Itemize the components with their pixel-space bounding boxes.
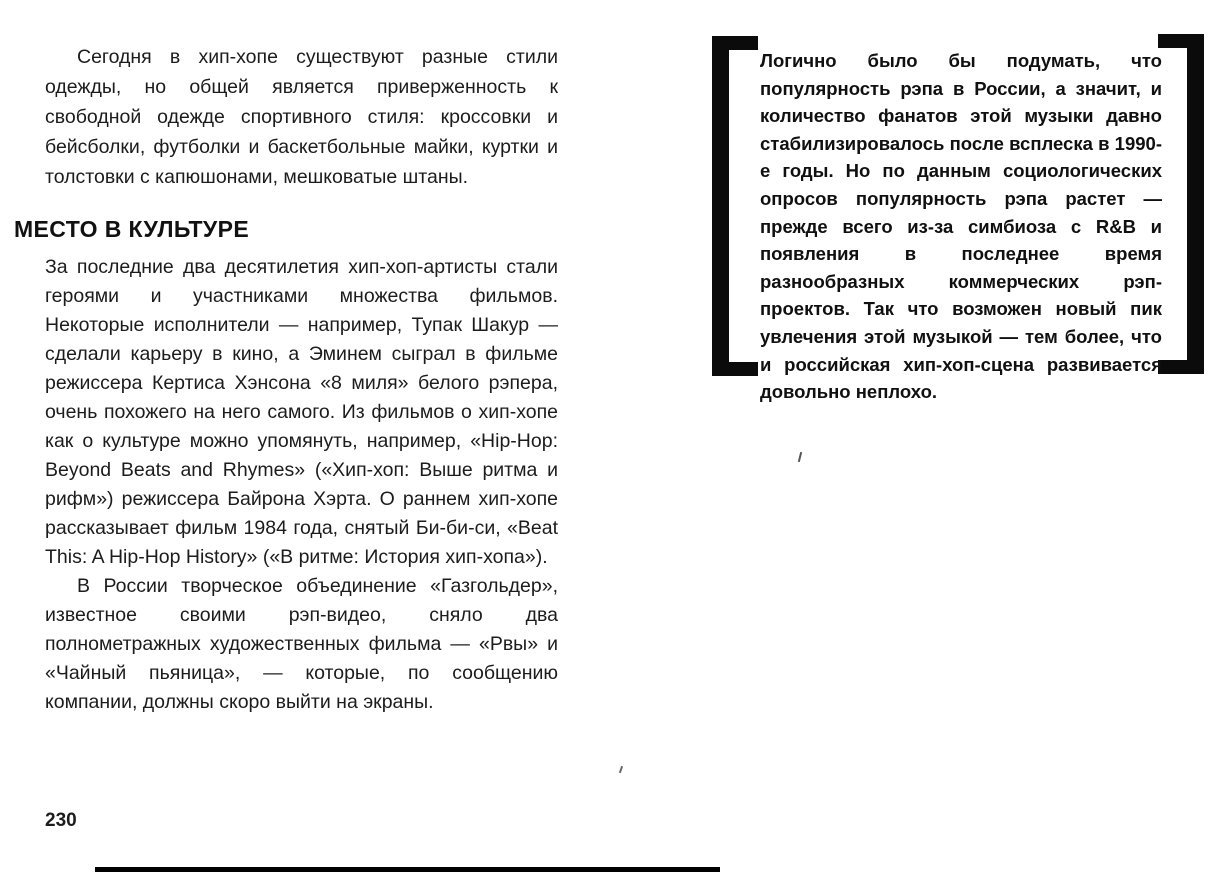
paragraph-hiphop-in-films: За последние два десятилетия хип-хоп-артисты стали героями и участниками множества фильмов. Некоторые исполнители — например, Тупак Шакур — сделали карьеру в кино, а Эминем сыграл в фильме режиссера Кертиса Хэнсона «8 миля» белого рэпера, очень похожего на него самого. Из фильмов о хип-хопе как о культуре можно упомянуть, например, «Hip-Hop: Beyond Beats and Rhymes» («Хип-хоп: Выше ритма и рифм») режиссера Байрона Хэрта. О раннем хип-хопе рассказывает фильм 1984 года, снятый Би-би-си, «Beat This: A Hip-Hop History» («В ритме: История хип-хопа»). [45,256,558,568]
paragraph-clothing-styles: Сегодня в хип-хопе существуют разные стили одежды, но общей является приверженность к свободной одежде спортивного стиля: кроссовки и бейсболки, футболки и баскетбольные майки, куртки и толстовки с капюшонами, мешковатые штаны. [45,46,558,188]
sidebar-callout-text: Логично было бы подумать, что популярность рэпа в России, а значит, и количество фанатов этой музыки давно стабилизировалось после всплеска в 1990-е годы. Но по данным социологических опросов популярность рэпа растет — прежде всего из-за симбиоза с R&B и появления в последнее время разнообразных коммерческих рэп-проектов. Так что возможен новый пик увлечения этой музыкой — тем более, что и российская хип-хоп-сцена развивается довольно неплохо. [760,50,1162,403]
paragraph-gazgolder-films: В России творческое объединение «Газгольдер», известное своими рэп-видео, сняло два полнометражных художественных фильма — «Рвы» и «Чайный пьяница», — которые, по сообщению компании, должны скоро выйти на экраны. [45,575,558,713]
section-heading-place-in-culture: МЕСТО В КУЛЬТУРЕ [14,216,250,242]
main-text-column [14,42,558,717]
scan-speck [798,452,802,462]
left-bracket-icon [712,36,758,376]
page-number: 230 [45,810,77,831]
scan-page-edge [95,867,720,872]
scan-speck [619,766,623,773]
right-bracket-icon [1158,34,1204,374]
sidebar-callout [712,36,1204,403]
